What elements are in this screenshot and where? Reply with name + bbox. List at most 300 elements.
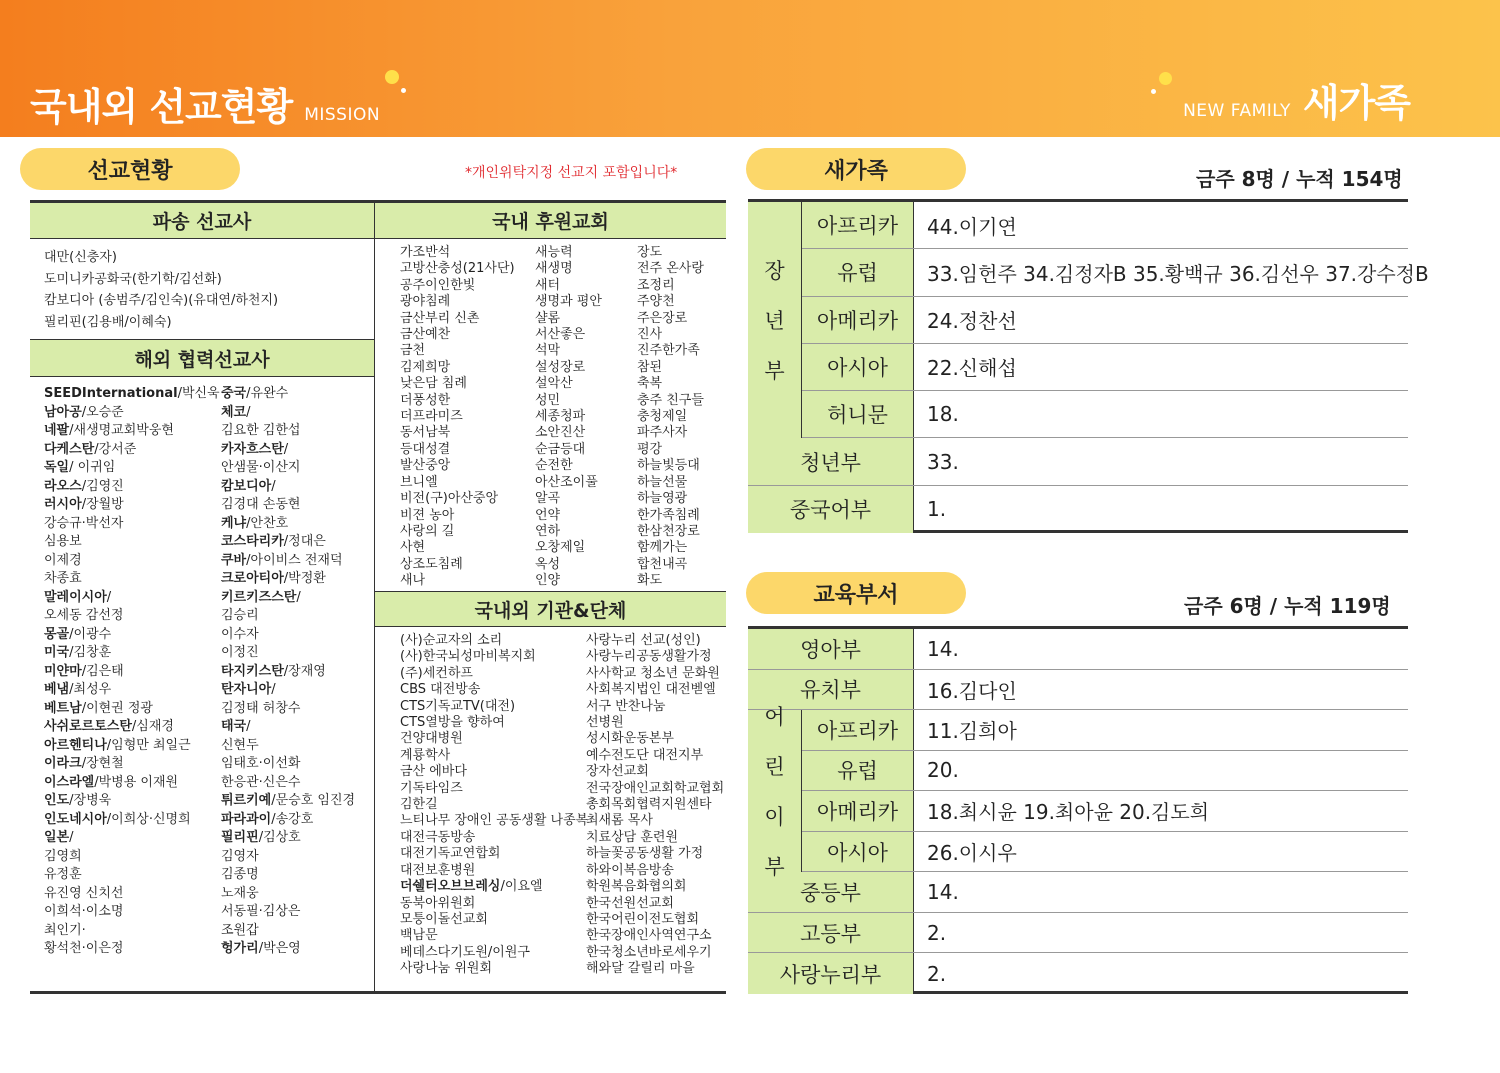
row-category: 아메리카 bbox=[802, 297, 914, 343]
country-name: 인도네시아 bbox=[44, 811, 107, 827]
church-item: 파주사자 bbox=[637, 425, 688, 441]
missionary-name: 이희석·이소명 bbox=[44, 904, 124, 919]
country-name: 네팔 bbox=[44, 423, 70, 438]
table-row bbox=[748, 202, 1408, 249]
row-category: 아프리카 bbox=[802, 710, 914, 750]
missionary-name: /새생명교회박웅현 bbox=[69, 423, 174, 438]
group-char: 이 bbox=[764, 805, 785, 830]
missionary-name: / bbox=[106, 589, 112, 605]
church-item: 옥성 bbox=[535, 556, 561, 572]
church-item: 세종청파 bbox=[535, 409, 586, 425]
church-item: 한가족침례 bbox=[637, 507, 700, 523]
list-item bbox=[44, 792, 220, 811]
institutions-col2 bbox=[586, 633, 724, 978]
country-name: 미국 bbox=[44, 645, 70, 660]
country-name: 라오스 bbox=[44, 478, 82, 494]
church-item: 평강 bbox=[637, 441, 663, 457]
missionary-name: / bbox=[283, 441, 289, 457]
church-item: 샬롬 bbox=[535, 310, 561, 326]
group-char: 부 bbox=[764, 359, 785, 384]
overseas-header: 해외 협력선교사 bbox=[30, 339, 374, 377]
list-item bbox=[221, 774, 355, 793]
country-name: 다케스탄 bbox=[44, 441, 95, 457]
institution-name: 대전극동방송 bbox=[400, 829, 476, 845]
list-item bbox=[221, 644, 355, 663]
list-item bbox=[221, 718, 355, 737]
list-item: 캄보디아 (송범주/김인숙)(유대연/하천지) bbox=[44, 293, 279, 308]
missionary-name: /박정환 bbox=[283, 571, 326, 586]
missionary-name: 신현두 bbox=[221, 737, 259, 753]
list-item bbox=[221, 811, 355, 830]
institution-name: 금산 에바다 bbox=[400, 764, 467, 780]
church-item: 공주이인한빛 bbox=[400, 277, 476, 293]
row-value: 24.정찬선 bbox=[927, 309, 1017, 334]
missionary-name: 차종효 bbox=[44, 571, 82, 586]
missionary-name: / bbox=[246, 719, 251, 734]
row-category: 아메리카 bbox=[802, 791, 914, 831]
list-item bbox=[221, 589, 355, 608]
missionary-name: /이희상·신명희 bbox=[106, 811, 191, 827]
country-name: 카자흐스탄 bbox=[221, 441, 284, 457]
list-item bbox=[221, 922, 355, 941]
church-item: 장도 bbox=[637, 245, 663, 260]
institution-item: 한국청소년바로세우기 bbox=[586, 944, 712, 960]
missionary-name: /유완수 bbox=[246, 386, 289, 401]
institution-name: 모퉁이돌선교회 bbox=[400, 911, 488, 927]
row-category: 청년부 bbox=[748, 438, 914, 484]
list-item bbox=[44, 422, 220, 441]
list-item: 필리핀(김용배/이혜숙) bbox=[44, 314, 172, 330]
group-char: 어 bbox=[764, 705, 785, 730]
decor-dot-icon bbox=[1159, 72, 1172, 85]
row-category: 중등부 bbox=[748, 872, 914, 912]
education-pill: 교육부서 bbox=[746, 572, 966, 614]
missionary-name: 김요한 김한섭 bbox=[221, 423, 301, 438]
header-right bbox=[1183, 72, 1410, 127]
header-left bbox=[30, 76, 380, 131]
institution-item bbox=[400, 879, 588, 895]
row-value: 14. bbox=[927, 636, 959, 661]
missionary-name: /김은태 bbox=[81, 663, 124, 679]
institution-person: /이요엘 bbox=[500, 879, 543, 895]
institution-item bbox=[400, 928, 588, 944]
newfamily-subtitle: NEW FAMILY bbox=[1183, 101, 1291, 121]
list-item bbox=[44, 552, 220, 571]
country-name: 타지키스탄 bbox=[221, 663, 284, 679]
list-item bbox=[221, 866, 355, 885]
missionary-name: 조원갑 bbox=[221, 922, 259, 938]
mission-note: *개인위탁지정 선교지 포함입니다* bbox=[465, 165, 678, 181]
country-name: 탄자니아 bbox=[221, 682, 272, 697]
country-name: 필리핀 bbox=[221, 830, 259, 845]
country-name: 베트남 bbox=[44, 700, 82, 716]
table-row bbox=[748, 391, 1408, 438]
church-item: 참된 bbox=[637, 359, 663, 375]
church-item: 등대성결 bbox=[400, 441, 451, 457]
mission-table bbox=[30, 200, 726, 994]
church-item: 더프라미즈 bbox=[400, 409, 463, 425]
missionary-name: 강승규·박선자 bbox=[44, 515, 124, 531]
list-item bbox=[221, 496, 355, 515]
table-row bbox=[748, 670, 1408, 711]
row-category: 중국어부 bbox=[748, 486, 914, 533]
domestic-col3 bbox=[637, 245, 704, 590]
institution-name: 김한길 bbox=[400, 797, 438, 813]
list-item bbox=[221, 626, 355, 645]
missionary-name: / bbox=[296, 589, 301, 605]
list-item bbox=[44, 533, 220, 552]
list-item bbox=[221, 478, 355, 497]
row-category: 아시아 bbox=[802, 344, 914, 390]
institution-item bbox=[400, 781, 588, 797]
institution-item: 장자선교회 bbox=[586, 764, 649, 780]
institution-name: (사)한국뇌성마비복지회 bbox=[400, 649, 536, 665]
church-item: 알곡 bbox=[535, 491, 561, 507]
newfamily-table bbox=[748, 199, 1429, 533]
missionary-name: 김경대 손동현 bbox=[221, 497, 301, 512]
missionary-name: 이정진 bbox=[221, 645, 259, 660]
church-item: 하늘영광 bbox=[637, 491, 688, 507]
dispatched-header: 파송 선교사 bbox=[30, 203, 374, 239]
list-item bbox=[44, 496, 220, 515]
row-value: 18. bbox=[927, 402, 959, 427]
list-item bbox=[221, 441, 355, 460]
institution-item bbox=[400, 863, 588, 879]
row-value: 22.신해섭 bbox=[927, 356, 1017, 381]
list-item bbox=[44, 755, 220, 774]
institution-item: 성시화운동본부 bbox=[586, 731, 674, 747]
institution-name: 동북아위원회 bbox=[400, 895, 476, 911]
missionary-name: 최인기· bbox=[44, 922, 86, 938]
list-item bbox=[44, 515, 220, 534]
church-item: 사랑의 길 bbox=[400, 523, 455, 539]
institution-name: CTS기독교TV(대전) bbox=[400, 698, 516, 714]
country-name: 말레이시아 bbox=[44, 589, 107, 605]
country-name: 파라과이 bbox=[221, 811, 272, 827]
list-item bbox=[44, 404, 220, 423]
country-name: 베냄 bbox=[44, 682, 70, 697]
row-category: 영아부 bbox=[748, 629, 914, 669]
country-name: 몽골 bbox=[44, 626, 70, 642]
church-item: 석막 bbox=[535, 343, 561, 359]
country-name: SEEDInternational bbox=[44, 386, 178, 401]
missionary-name: /박신욱 bbox=[177, 386, 220, 401]
row-value: 44.이기연 bbox=[927, 214, 1017, 239]
missionary-name: / bbox=[246, 404, 251, 420]
country-name: 미얀마 bbox=[44, 663, 82, 679]
table-row bbox=[748, 438, 1408, 485]
mission-pill: 선교현황 bbox=[20, 148, 240, 190]
list-item bbox=[44, 903, 220, 922]
list-item bbox=[44, 737, 220, 756]
list-item bbox=[221, 848, 355, 867]
newfamily-title: 새가족 bbox=[1302, 81, 1410, 125]
list-item bbox=[44, 848, 220, 867]
list-item bbox=[221, 404, 355, 423]
decor-dot-icon bbox=[401, 88, 406, 93]
dispatched-list bbox=[44, 247, 278, 333]
church-item: 하늘선물 bbox=[637, 474, 688, 490]
church-item: 금산부리 신촌 bbox=[400, 310, 480, 326]
list-item bbox=[221, 885, 355, 904]
missionary-name: / bbox=[69, 830, 74, 845]
row-value: 1. bbox=[927, 497, 947, 522]
list-item bbox=[44, 681, 220, 700]
missionary-name: /문승호 임진경 bbox=[271, 793, 356, 808]
list-item bbox=[221, 755, 355, 774]
row-value: 18.최시윤 19.최아윤 20.김도희 bbox=[927, 800, 1210, 825]
missionary-name: /장재영 bbox=[283, 663, 326, 679]
institution-item bbox=[400, 699, 588, 715]
institution-item: 하와이복음방송 bbox=[586, 862, 674, 878]
church-item: 진주한가족 bbox=[637, 343, 700, 359]
country-name: 중국 bbox=[221, 386, 247, 401]
institutions-col1 bbox=[400, 633, 588, 978]
church-item: 소안진산 bbox=[535, 425, 586, 441]
church-item: 발산중앙 bbox=[400, 458, 451, 474]
overseas-col1 bbox=[44, 385, 220, 959]
country-name: 아르헨티나 bbox=[44, 737, 107, 753]
institution-item: 한국선원선교회 bbox=[586, 895, 674, 911]
missionary-name: 김종명 bbox=[221, 867, 259, 882]
institution-item bbox=[400, 813, 588, 829]
institution-item bbox=[400, 797, 588, 813]
missionary-name: 임태호·이선화 bbox=[221, 756, 301, 771]
row-category: 유치부 bbox=[748, 670, 914, 710]
list-item bbox=[44, 663, 220, 682]
country-name: 체코 bbox=[221, 404, 247, 420]
missionary-name: / bbox=[271, 478, 276, 494]
mission-title: 국내외 선교현황 bbox=[30, 85, 293, 129]
church-item: 성민 bbox=[535, 392, 561, 408]
missionary-name: /아이비스 전재덕 bbox=[246, 552, 343, 568]
group-char: 년 bbox=[764, 309, 785, 334]
group-label bbox=[748, 202, 802, 438]
institution-name: 더쉘터오브브레싱 bbox=[400, 879, 501, 895]
institutions-header: 국내외 기관&단체 bbox=[375, 591, 726, 627]
group-char: 장 bbox=[764, 259, 785, 284]
list-item bbox=[44, 774, 220, 793]
list-item bbox=[44, 441, 220, 460]
church-item: 주양천 bbox=[637, 294, 675, 310]
church-item: 진사 bbox=[637, 327, 663, 343]
list-item bbox=[221, 792, 355, 811]
domestic-col2 bbox=[535, 245, 602, 590]
church-item: 오창제일 bbox=[535, 540, 586, 556]
list-item bbox=[221, 552, 355, 571]
church-item: 광야침례 bbox=[400, 294, 451, 310]
missionary-name: 유정훈 bbox=[44, 867, 82, 882]
institution-item bbox=[400, 715, 588, 731]
missionary-name: 심용보 bbox=[44, 534, 82, 549]
country-name: 크로아티아 bbox=[221, 571, 284, 586]
missionary-name: /오승준 bbox=[81, 404, 124, 420]
missionary-name: 이제경 bbox=[44, 552, 82, 568]
missionary-name: /임형만 최일근 bbox=[106, 737, 191, 753]
missionary-name: 김영희 bbox=[44, 848, 82, 864]
church-item: 고방산충성(21사단) bbox=[400, 261, 515, 277]
list-item bbox=[44, 385, 220, 404]
country-name: 케냐 bbox=[221, 515, 247, 531]
church-item: 조정리 bbox=[637, 277, 675, 293]
church-item: 브니엘 bbox=[400, 474, 438, 490]
table-row bbox=[748, 486, 1408, 533]
missionary-name: /장병욱 bbox=[69, 793, 112, 808]
church-item: 상조도침례 bbox=[400, 556, 463, 572]
church-item: 비전(구)아산중앙 bbox=[400, 491, 499, 507]
table-row bbox=[748, 832, 1408, 873]
institution-name: (사)순교자의 소리 bbox=[400, 633, 503, 648]
church-item: 김제희망 bbox=[400, 359, 451, 375]
missionary-name: /박병용 이재원 bbox=[94, 774, 179, 790]
table-row bbox=[748, 872, 1408, 913]
list-item bbox=[221, 607, 355, 626]
overseas-col2 bbox=[221, 385, 355, 959]
list-item bbox=[221, 385, 355, 404]
institution-item: 서구 반찬나눔 bbox=[586, 698, 666, 714]
missionary-name: /송강호 bbox=[271, 811, 314, 827]
list-item bbox=[44, 811, 220, 830]
list-item bbox=[44, 644, 220, 663]
institution-item: 한국어린이전도협회 bbox=[586, 911, 700, 927]
country-name: 남아공 bbox=[44, 404, 82, 420]
institution-name: 건양대병원 bbox=[400, 731, 463, 747]
missionary-name: /정대은 bbox=[283, 534, 326, 549]
church-item: 주은장로 bbox=[637, 310, 688, 326]
list-item bbox=[44, 589, 220, 608]
row-category: 아시아 bbox=[802, 832, 914, 872]
missionary-name: /심재경 bbox=[131, 719, 174, 734]
country-name: 독일 bbox=[44, 460, 70, 475]
institution-item: 사랑누리 선교(성인) bbox=[586, 633, 701, 648]
row-category: 고등부 bbox=[748, 913, 914, 953]
domestic-header: 국내 후원교회 bbox=[375, 203, 726, 239]
institution-item bbox=[400, 682, 588, 698]
missionary-name: 노재웅 bbox=[221, 885, 259, 901]
institution-item bbox=[400, 633, 588, 649]
table-row bbox=[748, 913, 1408, 954]
table-row bbox=[748, 751, 1408, 792]
list-item bbox=[221, 737, 355, 756]
list-item bbox=[221, 515, 355, 534]
church-item: 금산예찬 bbox=[400, 327, 451, 343]
institution-item bbox=[400, 748, 588, 764]
row-value: 14. bbox=[927, 880, 959, 905]
institution-item: 사사학교 청소년 문화원 bbox=[586, 665, 720, 681]
institution-name: 기독타임즈 bbox=[400, 780, 463, 796]
institution-item: 선병원 bbox=[586, 715, 624, 731]
list-item bbox=[44, 570, 220, 589]
row-value: 16.김다인 bbox=[927, 678, 1017, 703]
decor-dot-icon bbox=[1151, 89, 1156, 94]
list-item bbox=[221, 422, 355, 441]
church-item: 비젼 농아 bbox=[400, 507, 455, 523]
row-category: 유럽 bbox=[802, 249, 914, 295]
mission-subtitle: MISSION bbox=[304, 105, 381, 125]
institution-item bbox=[400, 764, 588, 780]
country-name: 이스라엘 bbox=[44, 774, 95, 790]
church-item: 낮은담 침례 bbox=[400, 376, 467, 392]
institution-item bbox=[400, 731, 588, 747]
institution-name: 느티나무 장애인 공동생활 나종복 bbox=[400, 813, 589, 829]
church-item: 동서남북 bbox=[400, 425, 451, 441]
missionary-name: / bbox=[271, 682, 276, 697]
group-label bbox=[748, 705, 802, 880]
list-item bbox=[44, 607, 220, 626]
church-item: 새터 bbox=[535, 277, 561, 293]
missionary-name: 유진영 신치선 bbox=[44, 885, 124, 901]
institution-name: 백남문 bbox=[400, 928, 438, 944]
list-item bbox=[221, 903, 355, 922]
newfamily-pill: 새가족 bbox=[746, 148, 966, 190]
table-row bbox=[748, 710, 1408, 751]
institution-item bbox=[400, 846, 588, 862]
church-item: 화도 bbox=[637, 573, 663, 589]
missionary-name: / 이귀임 bbox=[69, 460, 116, 475]
list-item bbox=[44, 718, 220, 737]
church-item: 가조반석 bbox=[400, 245, 451, 260]
decor-dot-icon bbox=[385, 70, 399, 84]
list-item bbox=[221, 681, 355, 700]
header-bar bbox=[0, 0, 1500, 137]
missionary-name: 김영자 bbox=[221, 848, 259, 864]
church-item: 순금등대 bbox=[535, 441, 586, 457]
education-table bbox=[748, 626, 1408, 994]
row-value: 20. bbox=[927, 758, 959, 783]
row-category: 허니문 bbox=[802, 391, 914, 437]
missionary-name: /장월방 bbox=[81, 497, 124, 512]
row-value: 33. bbox=[927, 449, 959, 474]
row-value: 11.김희아 bbox=[927, 719, 1017, 744]
newfamily-count: 금주 8명 / 누적 154명 bbox=[1196, 167, 1403, 191]
church-item: 금천 bbox=[400, 343, 426, 359]
missionary-name: /김상호 bbox=[258, 830, 301, 845]
missionary-name: 안샘물·이산지 bbox=[221, 460, 301, 475]
list-item bbox=[44, 922, 220, 941]
church-item: 연하 bbox=[535, 523, 561, 539]
country-name: 캄보디아 bbox=[221, 478, 272, 494]
missionary-name: /최성우 bbox=[69, 682, 112, 697]
list-item bbox=[221, 459, 355, 478]
row-value: 2. bbox=[927, 961, 947, 986]
institution-item: 예수전도단 대전지부 bbox=[586, 747, 704, 763]
country-name: 이라크 bbox=[44, 756, 82, 771]
list-item bbox=[221, 533, 355, 552]
list-item bbox=[44, 866, 220, 885]
institution-name: CBS 대전방송 bbox=[400, 682, 481, 698]
missionary-name: /장현철 bbox=[81, 756, 124, 771]
institution-name: CTS열방을 향하여 bbox=[400, 715, 505, 731]
country-name: 일본 bbox=[44, 830, 70, 845]
institution-name: (주)세컨하프 bbox=[400, 665, 473, 681]
institution-item: 치료상담 훈련원 bbox=[586, 829, 679, 845]
row-category: 유럽 bbox=[802, 751, 914, 791]
row-category: 아프리카 bbox=[802, 202, 914, 248]
missionary-name: /안찬호 bbox=[246, 515, 289, 531]
church-item: 순전한 bbox=[535, 458, 573, 474]
row-category: 사랑누리부 bbox=[748, 953, 914, 994]
table-row bbox=[748, 953, 1408, 994]
church-item: 합천내곡 bbox=[637, 556, 688, 572]
church-item: 전주 온사랑 bbox=[637, 261, 704, 277]
church-item: 인양 bbox=[535, 573, 561, 589]
missionary-name: /이현권 정광 bbox=[81, 700, 153, 716]
list-item bbox=[221, 829, 355, 848]
institution-item: 한국장애인사역연구소 bbox=[586, 928, 712, 944]
list-item bbox=[221, 940, 355, 959]
country-name: 태국 bbox=[221, 719, 247, 734]
church-item: 생명과 평안 bbox=[535, 294, 602, 310]
